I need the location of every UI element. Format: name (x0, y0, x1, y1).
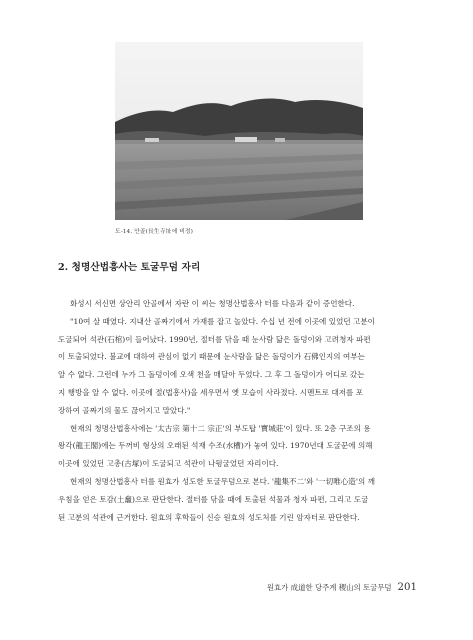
body-line: 장하여 골짜기의 물도 끊어지고 말았다." (58, 405, 191, 415)
body-line: 화성시 서신면 상안리 안골에서 자란 이 씨는 청명산법흥사 터를 다음과 같이 증언한다. (70, 299, 355, 308)
page-footer (267, 582, 417, 593)
landscape-photo (115, 42, 363, 220)
body-line: 지 행방을 알 수 없다. 이곳에 절(법흥사)을 세우면서 옛 모습이 사라졌다. 시멘트로 대저를 포 (58, 387, 364, 397)
body-line: 현재의 청명산법흥사에는 '太古宗 第十二 宗正'의 부도탑 '寶城莊'이 있다. 또 2층 구조의 용 (70, 423, 371, 433)
body-line: 된 고분의 석관에 근거한다. 원효의 후학들이 신승 원효의 성도처를 기린 암자터로 판단한다. (58, 512, 360, 522)
section-heading: 2. 청명산법흥사는 토굴무덤 자리 (58, 262, 201, 273)
page-number: 201 (397, 582, 417, 593)
body-line: 왕각(龍王閣)에는 두꺼비 형상의 오래된 석재 수조(水槽)가 놓여 있다. 1970년대 도굴꾼에 의해 (58, 441, 373, 451)
body-line: 이곳에 있었던 고총(古塚)이 도굴되고 석관이 나뒹굴었던 자리이다. (58, 459, 279, 469)
body-line: 이 토출되었다. 불교에 대하여 관심이 없기 때문에 눈사람을 닮은 돌덩이가 石佛인지의 여부는 (58, 352, 365, 362)
body-line: 우침을 얻은 토감(土龕)으로 판단한다. 절터를 닦을 때에 토출된 석물과 청자 파편, 그리고 도굴 (58, 494, 369, 504)
landscape-photo-image (115, 42, 363, 220)
figure-caption: 도-14. 안골(長生寺址에 비정) (115, 229, 193, 235)
body-line: "10여 살 때였다. 지내산 골짜기에서 가재를 잡고 놀았다. 수십 년 전에 이곳에 있었던 고분이 (70, 316, 375, 326)
body-line: 알 수 없다. 그런데 누가 그 돌덩이에 오색 천을 매달아 두었다. 그 후 그 돌덩이가 어디로 갔는 (58, 370, 365, 380)
running-title: 원효가 成道한 당주계 稷山의 토굴무덤 (266, 583, 392, 592)
body-line: 현재의 청명산법흥사 터를 원효가 성도한 토굴무덤으로 본다. '龍集不二'와 '一切唯心造'의 깨 (70, 476, 375, 486)
body-line: 도굴되어 석관(石棺)이 들어났다. 1990년, 절터를 닦을 때 눈사람 닮은 돌덩이와 고려청자 파편 (58, 334, 371, 344)
body-text (58, 295, 418, 526)
